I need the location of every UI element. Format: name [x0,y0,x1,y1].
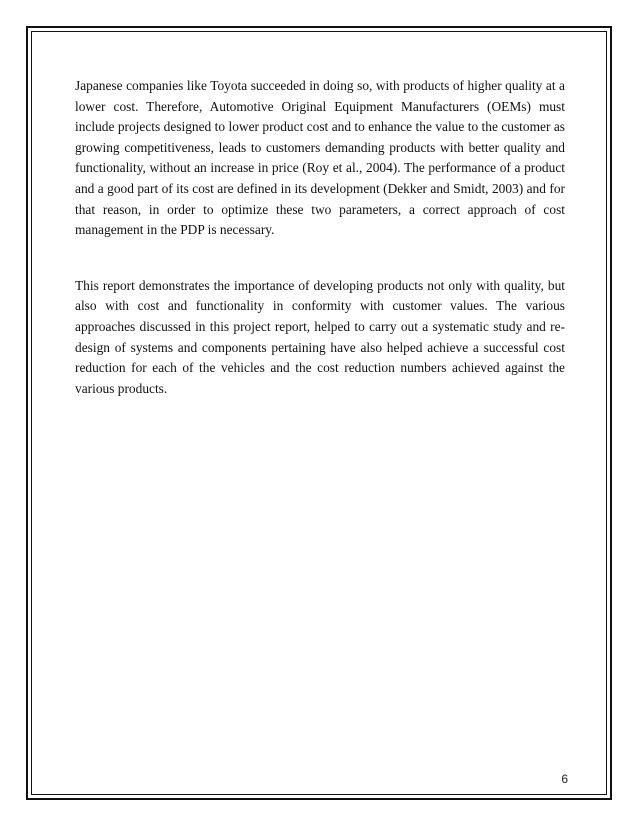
paragraph-cost-management: Japanese companies like Toyota succeeded in doing so, with products of higher quality at a lower cost. Therefore, Automotive Original Equipment Manufacturers (OEMs) must include projects designed to lower product cost and to enhance the value to the customer as growing competitiveness, leads to customers demanding products with better quality and functionality, without an increase in price (Roy et al., 2004). The performance of a product and a good part of its cost are defined in its development (Dekker and Smidt, 2003) and for that reason, in order to optimize these two parameters, a correct approach of cost management in the PDP is necessary. [75,78,565,238]
page-number: 6 [561,772,568,786]
page-content [75,76,565,399]
paragraph-report-summary: This report demonstrates the importance of developing products not only with quality, but also with cost and functionality in conformity with customer values. The various approaches discussed in this project report, helped to carry out a systematic study and re-design of systems and components pertaining have also helped achieve a successful cost reduction for each of the vehicles and the cost reduction numbers achieved against the various products. [75,277,565,396]
